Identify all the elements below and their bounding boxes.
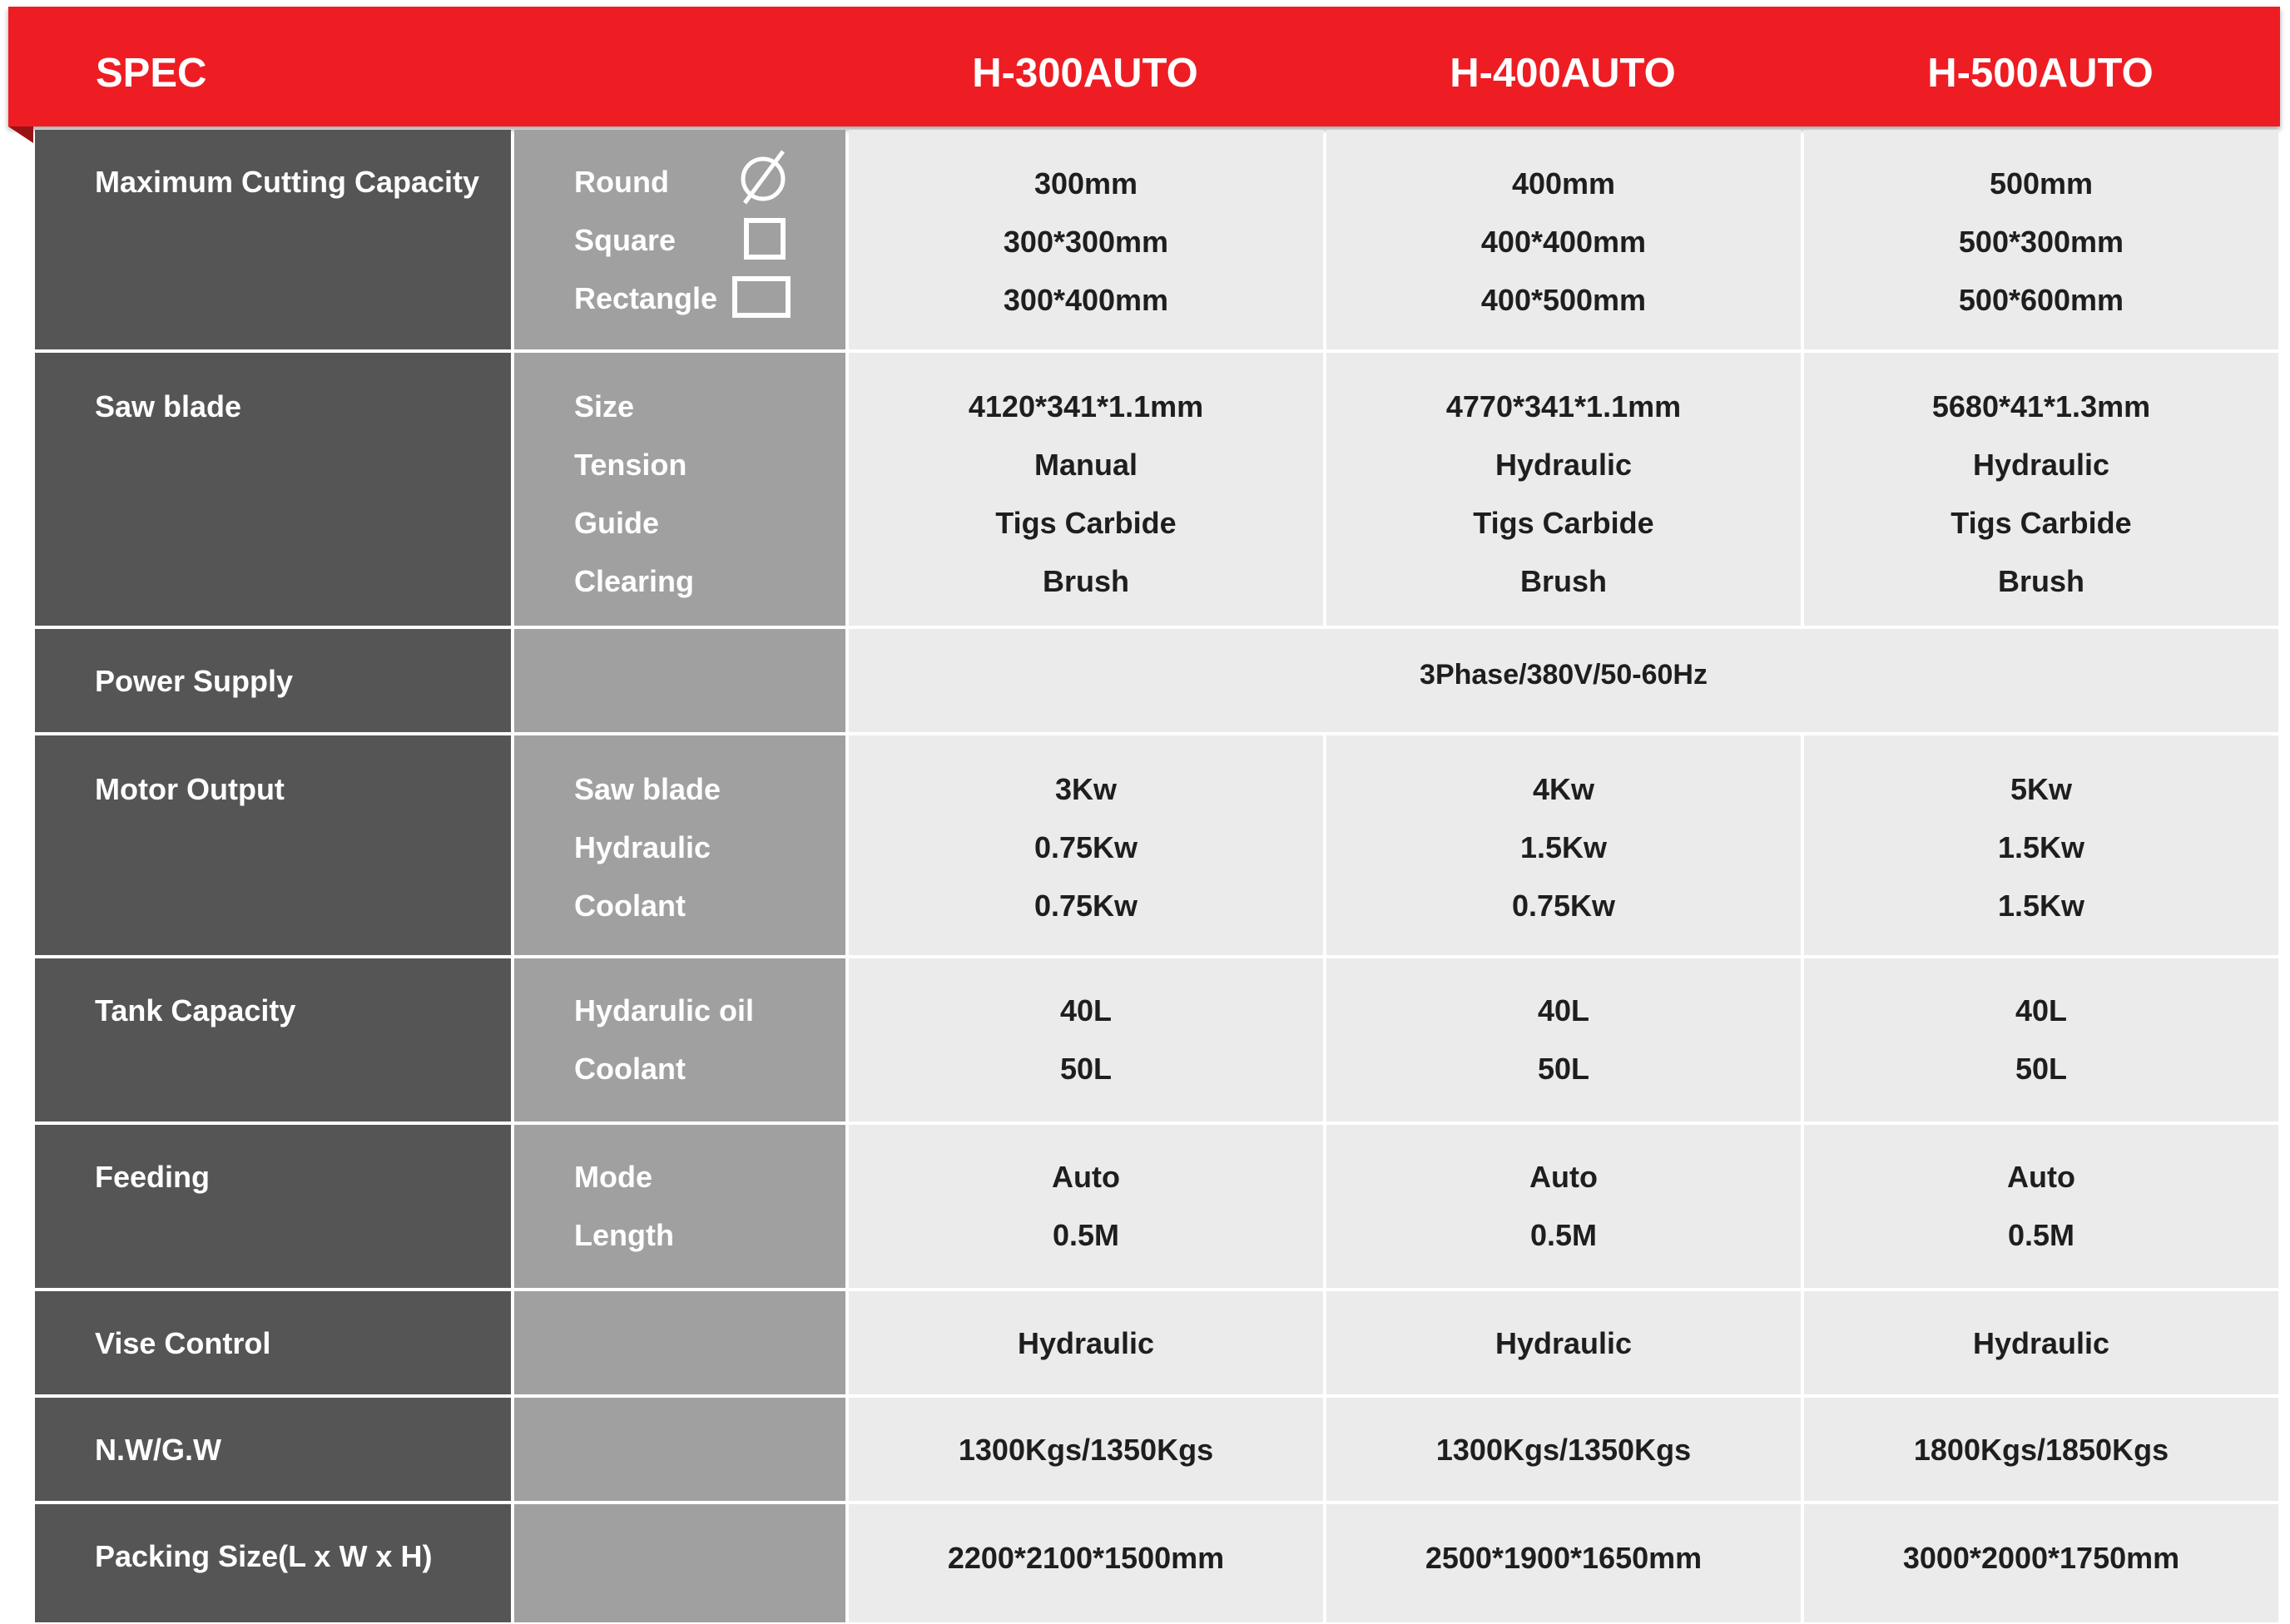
value-cell-h400 <box>1326 353 1801 626</box>
value-text: 400*500mm <box>1480 283 1647 317</box>
value-text: 50L <box>2015 1052 2068 1086</box>
sub-label: Square <box>574 223 677 257</box>
sub-label: Saw blade <box>574 772 721 806</box>
square-icon <box>744 218 786 260</box>
sub-label: Hydraulic <box>574 830 711 864</box>
value-text: 50L <box>1537 1052 1590 1086</box>
row-label: Vise Control <box>95 1326 271 1360</box>
row-power-supply <box>35 629 2278 732</box>
sub-label-cell <box>514 1504 845 1622</box>
value-text: Brush <box>1519 564 1607 598</box>
sub-label-cell <box>514 130 845 349</box>
value-text: 4770*341*1.1mm <box>1445 389 1682 423</box>
sub-label-cell <box>514 1291 845 1394</box>
value-cell-h300 <box>849 353 1323 626</box>
row-label: Packing Size(L x W x H) <box>95 1539 433 1573</box>
value-text: 5Kw <box>2010 772 2073 806</box>
sub-label: Round <box>574 165 669 199</box>
value-cell-h300 <box>849 1291 1323 1394</box>
value-text: 40L <box>1059 993 1113 1027</box>
value-text: Tigs Carbide <box>1950 506 2132 540</box>
sub-label: Coolant <box>574 1052 686 1086</box>
value-text: 3Kw <box>1054 772 1118 806</box>
value-cell-h400 <box>1326 1504 1801 1622</box>
value-cell-h300 <box>849 735 1323 955</box>
value-cell-h500 <box>1804 1398 2278 1501</box>
value-text: Auto <box>1052 1160 1120 1194</box>
value-text: 1300Kgs/1350Kgs <box>1435 1433 1692 1467</box>
row-label: Saw blade <box>95 389 242 423</box>
value-text: 300*400mm <box>1003 283 1169 317</box>
value-cell-all-models <box>849 629 2278 732</box>
value-text: 3000*2000*1750mm <box>1902 1541 2180 1575</box>
sub-label: Hydarulic oil <box>574 993 755 1027</box>
value-text: 0.5M <box>1529 1218 1598 1252</box>
value-text: Hydraulic <box>1494 1326 1633 1360</box>
row-label-cell <box>35 629 511 732</box>
value-text: 1.5Kw <box>1997 830 2085 864</box>
value-text: 40L <box>2015 993 2068 1027</box>
sub-label-cell <box>514 1398 845 1501</box>
row-label: Tank Capacity <box>95 993 296 1027</box>
row-label-cell <box>35 1504 511 1622</box>
row-label: Maximum Cutting Capacity <box>95 165 480 199</box>
sub-label-cell <box>514 629 845 732</box>
value-text: 3Phase/380V/50-60Hz <box>1420 659 1708 691</box>
value-cell-h300 <box>849 130 1323 349</box>
row-label-cell <box>35 958 511 1121</box>
value-cell-h300 <box>849 958 1323 1121</box>
value-text: 1300Kgs/1350Kgs <box>958 1433 1214 1467</box>
row-label: Feeding <box>95 1160 211 1194</box>
value-cell-h500 <box>1804 958 2278 1121</box>
value-text: Auto <box>2007 1160 2075 1194</box>
value-cell-h400 <box>1326 735 1801 955</box>
value-cell-h300 <box>849 1504 1323 1622</box>
value-text: 4Kw <box>1532 772 1595 806</box>
value-text: 300*300mm <box>1003 225 1169 259</box>
sub-label: Mode <box>574 1160 652 1194</box>
value-text: 1800Kgs/1850Kgs <box>1913 1433 2169 1467</box>
value-cell-h500 <box>1804 735 2278 955</box>
value-text: Tigs Carbide <box>1473 506 1654 540</box>
row-cutting-capacity <box>35 130 2278 349</box>
value-text: Tigs Carbide <box>995 506 1177 540</box>
value-text: 1.5Kw <box>1997 889 2085 923</box>
row-saw-blade <box>35 353 2278 626</box>
value-cell-h400 <box>1326 958 1801 1121</box>
value-text: 1.5Kw <box>1519 830 1608 864</box>
row-label-cell <box>35 1125 511 1288</box>
sub-label: Guide <box>574 506 660 540</box>
sub-label: Length <box>574 1218 674 1252</box>
value-text: Brush <box>1997 564 2084 598</box>
value-cell-h500 <box>1804 1291 2278 1394</box>
row-vise-control <box>35 1291 2278 1394</box>
value-text: 300mm <box>1033 166 1138 201</box>
value-text: 500mm <box>1989 166 2094 201</box>
sub-label-cell <box>514 353 845 626</box>
sub-label-cell <box>514 958 845 1121</box>
model-heading-h400: H-400AUTO <box>1450 51 1676 96</box>
row-label: Motor Output <box>95 772 285 806</box>
diameter-icon <box>736 148 790 206</box>
row-tank-capacity <box>35 958 2278 1121</box>
value-text: Brush <box>1042 564 1129 598</box>
value-cell-h400 <box>1326 1291 1801 1394</box>
value-text: Manual <box>1033 448 1138 482</box>
value-text: 2500*1900*1650mm <box>1425 1541 1703 1575</box>
value-cell-h400 <box>1326 130 1801 349</box>
row-label-cell <box>35 1398 511 1501</box>
row-label-cell <box>35 1291 511 1394</box>
value-cell-h400 <box>1326 1125 1801 1288</box>
value-text: 400*400mm <box>1480 225 1647 259</box>
sub-label: Size <box>574 389 635 423</box>
sub-label: Clearing <box>574 564 695 598</box>
value-cell-h400 <box>1326 1398 1801 1501</box>
value-cell-h500 <box>1804 1125 2278 1288</box>
row-label-cell <box>35 735 511 955</box>
row-label: Power Supply <box>95 664 294 698</box>
row-label-cell <box>35 353 511 626</box>
row-net-gross-weight <box>35 1398 2278 1501</box>
value-text: Hydraulic <box>1017 1326 1155 1360</box>
spec-heading: SPEC <box>96 51 207 96</box>
value-text: Hydraulic <box>1494 448 1633 482</box>
value-text: 0.75Kw <box>1033 830 1138 864</box>
spec-header-bar <box>8 7 2280 126</box>
value-text: 500*300mm <box>1958 225 2124 259</box>
model-heading-h500: H-500AUTO <box>1927 51 2154 96</box>
value-text: 2200*2100*1500mm <box>947 1541 1225 1575</box>
header-fold-shadow <box>8 126 33 143</box>
value-text: Hydraulic <box>1972 1326 2110 1360</box>
value-text: 5680*41*1.3mm <box>1931 389 2151 423</box>
value-text: Auto <box>1529 1160 1598 1194</box>
value-cell-h500 <box>1804 353 2278 626</box>
sub-label: Coolant <box>574 889 686 923</box>
sub-label: Rectangle <box>574 281 718 315</box>
value-text: 400mm <box>1511 166 1616 201</box>
sub-label-cell <box>514 1125 845 1288</box>
sub-label: Tension <box>574 448 687 482</box>
value-text: 500*600mm <box>1958 283 2124 317</box>
value-text: 0.5M <box>2007 1218 2075 1252</box>
row-feeding <box>35 1125 2278 1288</box>
row-motor-output <box>35 735 2278 955</box>
value-cell-h500 <box>1804 130 2278 349</box>
row-label: N.W/G.W <box>95 1433 221 1467</box>
value-text: 40L <box>1537 993 1590 1027</box>
value-text: 0.75Kw <box>1511 889 1616 923</box>
value-text: 0.75Kw <box>1033 889 1138 923</box>
row-label-cell <box>35 130 511 349</box>
value-text: 4120*341*1.1mm <box>968 389 1204 423</box>
value-text: 50L <box>1059 1052 1113 1086</box>
value-cell-h500 <box>1804 1504 2278 1622</box>
row-packing-size <box>35 1504 2278 1622</box>
model-heading-h300: H-300AUTO <box>972 51 1198 96</box>
value-text: Hydraulic <box>1972 448 2110 482</box>
value-cell-h300 <box>849 1125 1323 1288</box>
value-cell-h300 <box>849 1398 1323 1501</box>
rectangle-icon <box>732 276 791 318</box>
value-text: 0.5M <box>1052 1218 1120 1252</box>
sub-label-cell <box>514 735 845 955</box>
